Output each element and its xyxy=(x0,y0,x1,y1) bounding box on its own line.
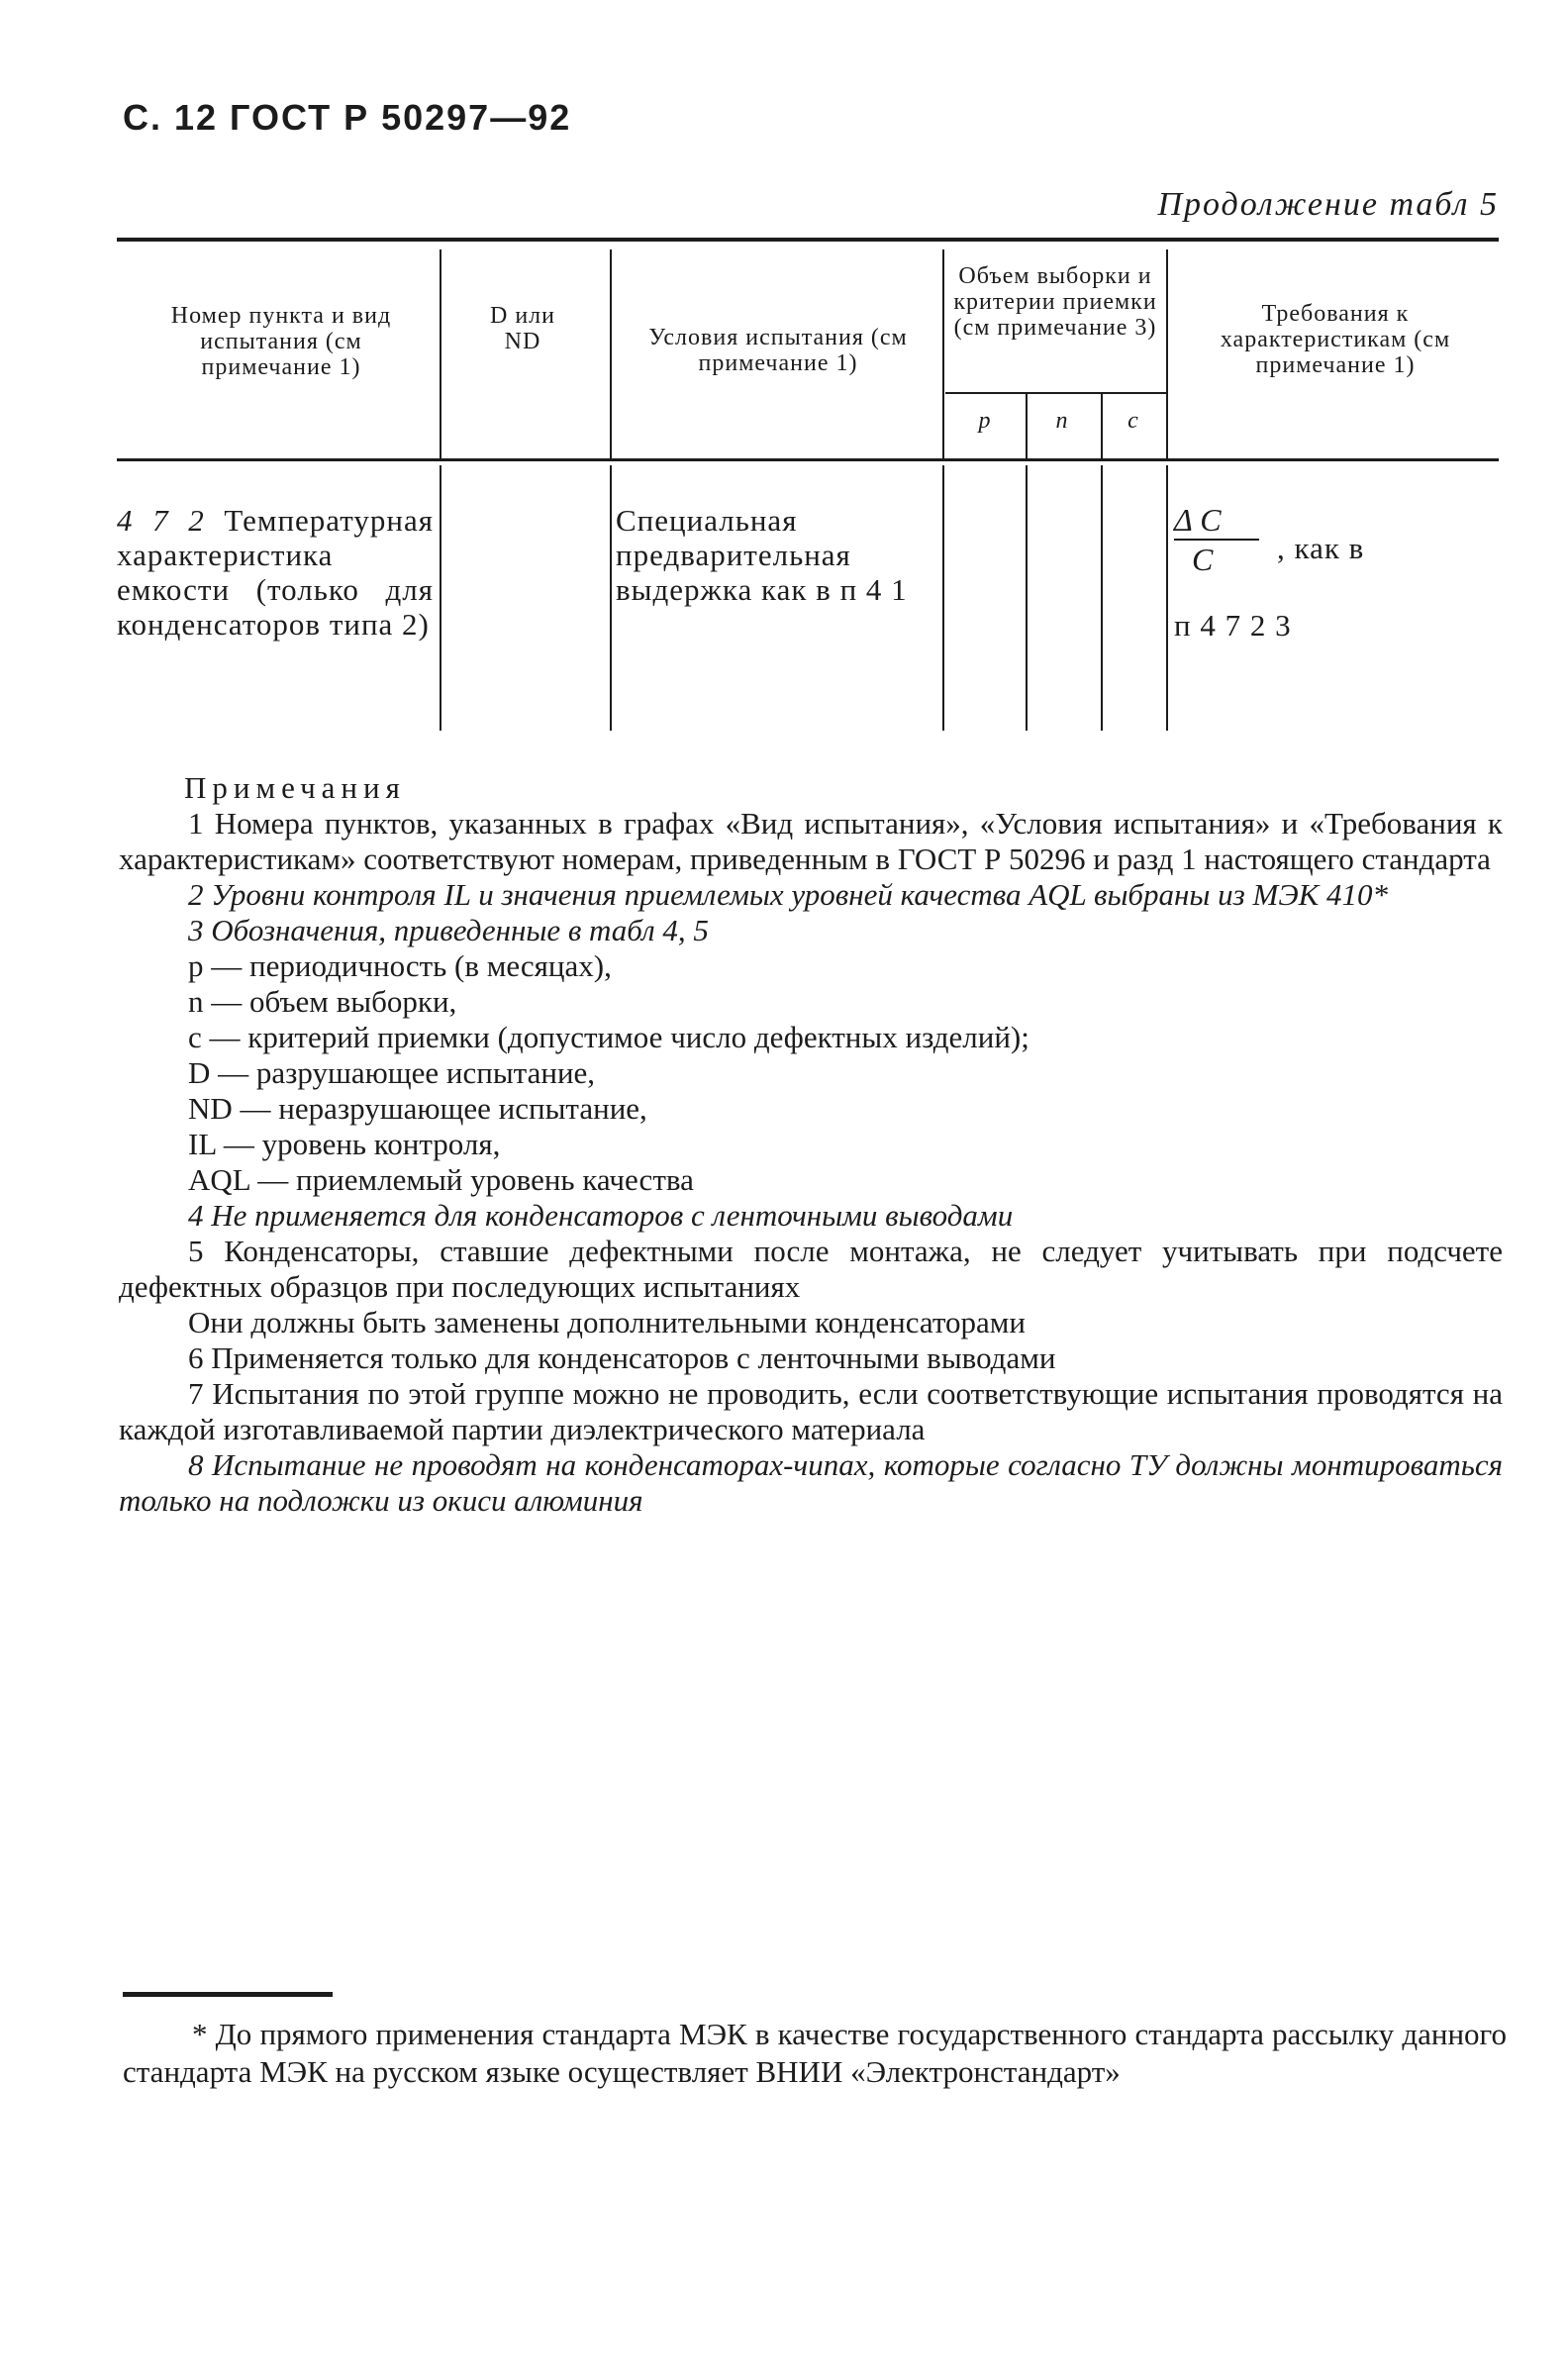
sub-divider-pn xyxy=(1026,394,1028,459)
fraction-numerator: Δ C xyxy=(1174,501,1259,541)
table-top-rule xyxy=(117,238,1499,242)
header-sample-size: Объем выборки и критерии приемки (см примечание 3) xyxy=(953,263,1157,341)
row-divider-1 xyxy=(440,465,441,731)
note-5-cont: Они должны быть заменены дополнительными конденсаторами xyxy=(188,1305,1026,1339)
row-divider-5 xyxy=(1101,465,1103,731)
note-5: 5 Конденсаторы, ставшие дефектными после монтажа, не следует учитывать при подсчете дефектных образцов при последующих испытаниях xyxy=(119,1234,1503,1304)
row-test-conditions: Специальная предварительная выдержка как в п 4 1 xyxy=(616,503,908,607)
note-2: 2 Уровни контроля IL и значения приемлемых уровней качества AQL выбраны из МЭК 410* xyxy=(188,877,1388,912)
header-sub-c: c xyxy=(1127,408,1139,434)
note-3-nd: ND — неразрушающее испытание, xyxy=(188,1091,647,1126)
header-d-nd: D или ND xyxy=(490,303,555,354)
note-4: 4 Не применяется для конденсаторов с ленточными выводами xyxy=(188,1198,1014,1233)
note-3-d: D — разрушающее испытание, xyxy=(188,1055,596,1090)
fraction-denominator: C xyxy=(1192,542,1214,577)
row-divider-3 xyxy=(942,465,944,731)
column-divider-4 xyxy=(1166,249,1168,459)
note-7: 7 Испытания по этой группе можно не проводить, если соответствующие испытания проводятся на каждой изготавливаемой партии диэлектрического материала xyxy=(119,1376,1503,1446)
column-divider-1 xyxy=(440,249,441,459)
column-divider-2 xyxy=(610,249,612,459)
row-test-item xyxy=(117,503,434,642)
requirement-fraction xyxy=(1174,501,1259,578)
sub-divider-nc xyxy=(1101,394,1103,459)
footnote xyxy=(123,2016,1507,2091)
table-continuation-caption: Продолжение табл 5 xyxy=(1157,186,1499,223)
note-3-p: p — периодичность (в месяцах), xyxy=(188,948,612,983)
note-8: 8 Испытание не проводят на конденсаторах-чипах, которые согласно ТУ должны монтироваться только на подложки из окиси алюминия xyxy=(119,1447,1503,1518)
header-sub-p: p xyxy=(978,408,992,434)
page-header: С. 12 ГОСТ Р 50297—92 xyxy=(123,97,572,138)
note-3-il: IL — уровень контроля, xyxy=(188,1127,501,1161)
row-divider-4 xyxy=(1026,465,1028,731)
requirement-reference: п 4 7 2 3 xyxy=(1174,608,1292,643)
column-divider-3 xyxy=(942,249,944,459)
note-3-c: c — критерий приемки (допустимое число дефектных изделий); xyxy=(188,1020,1029,1054)
header-test-number: Номер пункта и вид испытания (см примечание 1) xyxy=(170,303,392,380)
requirement-tail: , как в xyxy=(1277,531,1365,565)
notes-title: Примечания xyxy=(184,770,406,805)
header-test-conditions: Условия испытания (см примечание 1) xyxy=(648,325,908,376)
note-3-n: n — объем выборки, xyxy=(188,984,457,1019)
row-divider-6 xyxy=(1166,465,1168,731)
note-3: 3 Обозначения, приведенные в табл 4, 5 xyxy=(188,913,709,947)
row-divider-2 xyxy=(610,465,612,731)
header-requirements: Требования к характеристикам (см примечание 1) xyxy=(1220,301,1451,378)
header-sub-n: n xyxy=(1055,408,1069,434)
table-header-rule xyxy=(117,458,1499,461)
note-1: 1 Номера пунктов, указанных в графах «Вид испытания», «Условия испытания» и «Требования к характеристикам» соответствуют номерам, приведенным в ГОСТ Р 50296 и разд 1 настоящего стандарта xyxy=(119,806,1503,876)
footnote-rule xyxy=(123,1992,333,1997)
footnote-text: * До прямого применения стандарта МЭК в качестве государственного стандарта рассылку данного стандарта МЭК на русском языке осуществляет ВНИИ «Электронстандарт» xyxy=(123,2017,1507,2089)
note-6: 6 Применяется только для конденсаторов с ленточными выводами xyxy=(188,1340,1056,1375)
subheader-rule xyxy=(945,392,1167,394)
row-test-name: Температурная характеристика емкости (только для конденсаторов типа 2) xyxy=(117,503,435,642)
notes-block xyxy=(119,770,1503,1519)
row-test-number: 4 7 2 xyxy=(117,503,205,538)
note-3-aql: AQL — приемлемый уровень качества xyxy=(188,1162,694,1197)
